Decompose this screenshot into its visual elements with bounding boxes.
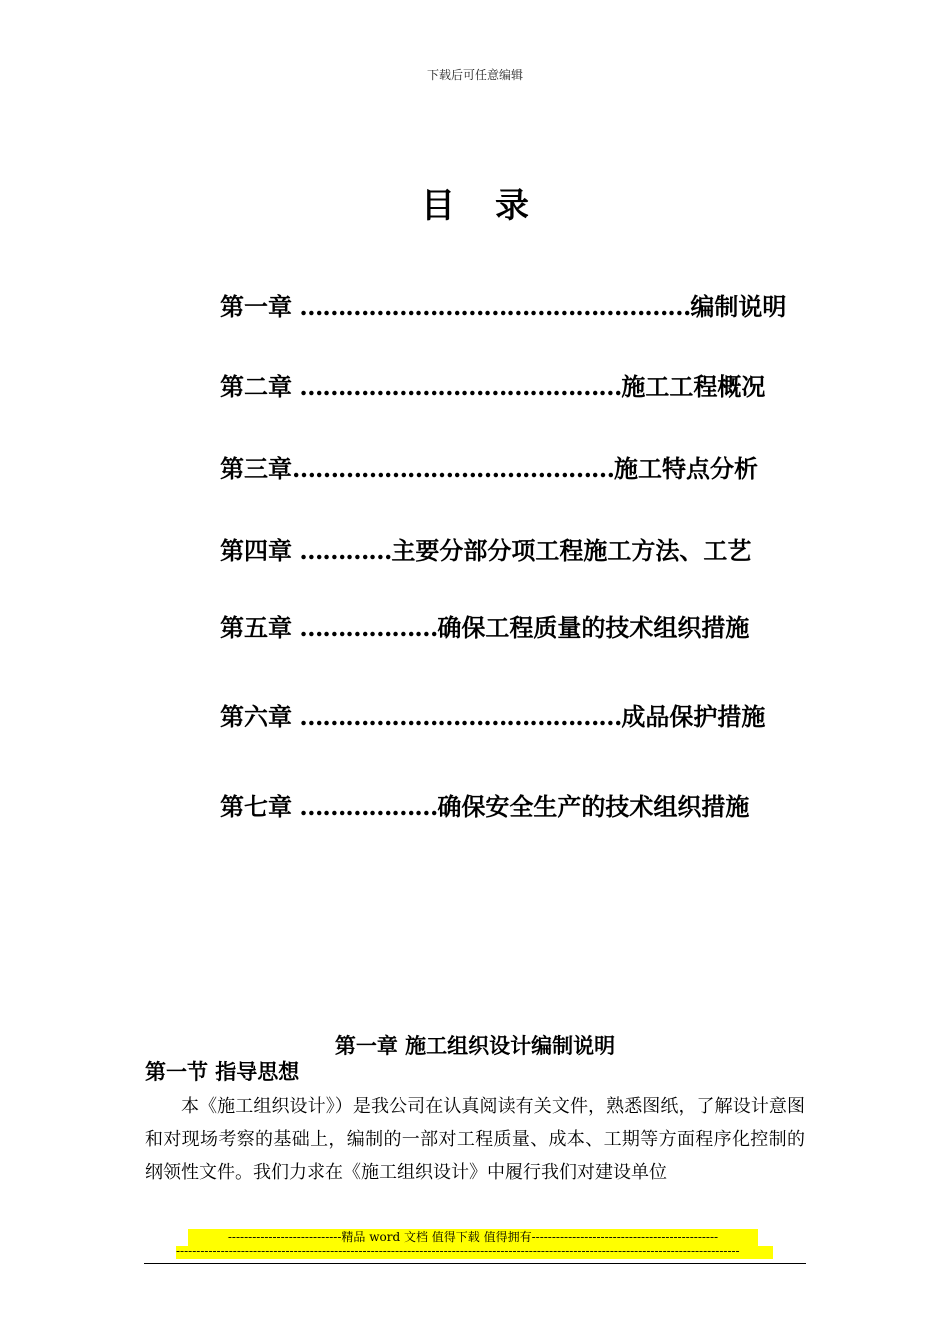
toc-leader-dots: ……………… <box>292 792 438 821</box>
toc-chapter-label: 第六章 <box>220 702 292 731</box>
toc-entry-title: 确保工程质量的技术组织措施 <box>437 613 750 642</box>
toc-chapter-label: 第二章 <box>220 372 292 401</box>
toc-leader-dots: …………………………………… <box>292 702 622 731</box>
header-note: 下载后可任意编辑 <box>426 68 523 82</box>
toc-entry-title: 施工特点分析 <box>614 454 758 483</box>
toc-title: 目录 <box>421 186 569 226</box>
toc-entry-3[interactable] <box>220 453 758 485</box>
toc-entry-title: 主要分部分项工程施工方法、工艺 <box>391 536 752 565</box>
toc-chapter-label: 第四章 <box>220 536 292 565</box>
toc-entry-2[interactable] <box>220 371 765 403</box>
toc-entry-7[interactable] <box>220 791 749 823</box>
toc-chapter-label: 第七章 <box>220 792 292 821</box>
section-heading: 第一节 指导思想 <box>145 1059 300 1084</box>
toc-leader-dots: …………………………………… <box>292 454 614 483</box>
chapter-heading: 第一章 施工组织设计编制说明 <box>334 1033 616 1058</box>
toc-chapter-label: 第一章 <box>220 292 292 321</box>
toc-entry-6[interactable] <box>220 701 765 733</box>
toc-entry-1[interactable] <box>220 291 786 323</box>
toc-leader-dots: ………… <box>292 536 392 565</box>
toc-chapter-label: 第三章 <box>220 454 292 483</box>
footer-divider <box>144 1263 806 1264</box>
toc-leader-dots: …………………………………………… <box>292 292 691 321</box>
toc-entry-title: 编制说明 <box>690 292 787 321</box>
toc-entry-title: 施工工程概况 <box>621 372 766 401</box>
toc-leader-dots: ……………… <box>292 613 438 642</box>
toc-entry-5[interactable] <box>220 612 749 644</box>
footer-highlight-line-2: ------------------------------------------------------------------------------------------------------------------------------------------- <box>176 1246 773 1259</box>
toc-entry-4[interactable] <box>220 535 751 567</box>
toc-entry-title: 确保安全生产的技术组织措施 <box>437 792 750 821</box>
toc-chapter-label: 第五章 <box>220 613 292 642</box>
toc-entry-title: 成品保护措施 <box>621 702 766 731</box>
toc-leader-dots: …………………………………… <box>292 372 622 401</box>
body-paragraph: 本《施工组织设计》）是我公司在认真阅读有关文件，熟悉图纸，了解设计意图和对现场考察的基础上，编制的一部对工程质量、成本、工期等方面程序化控制的纲领性文件。我们力求在《施工组织设计》中履行我们对建设单位 <box>145 1096 805 1183</box>
footer-highlight-line-1: ----------------------------精品 word 文档 值得下载 值得拥有---------------------------------------------- <box>188 1229 758 1246</box>
